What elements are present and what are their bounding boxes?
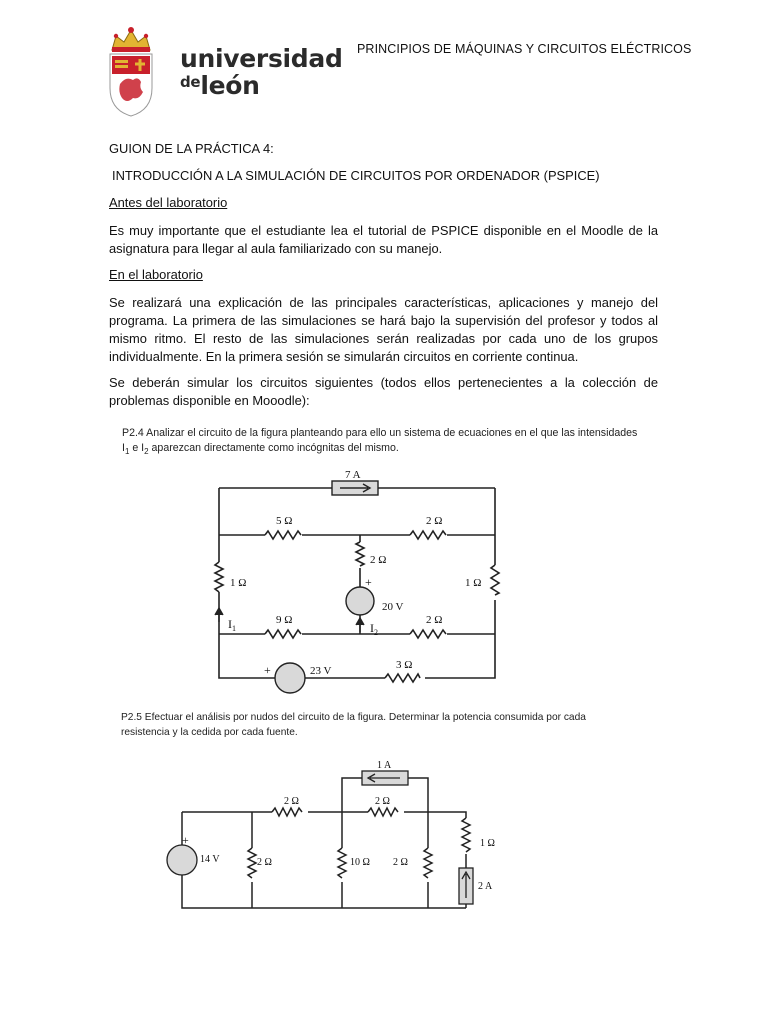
label-20v: 20 V <box>382 601 404 613</box>
text-line: asignatura para llegar al aula familiarizado con su manejo. <box>109 241 443 256</box>
voltage-source-23v <box>275 663 305 693</box>
resistor-1ohm-left <box>215 562 223 592</box>
label-2ohm-mid: 2 Ω <box>426 614 443 626</box>
before-heading: Antes del laboratorio <box>109 195 228 210</box>
arrow-up-icon <box>356 618 364 632</box>
problem-2-4-statement <box>122 426 722 459</box>
text-line <box>122 441 722 459</box>
lab-paragraph <box>109 294 658 366</box>
voltage-source-20v <box>346 587 374 615</box>
i2-symbol: I <box>370 621 374 635</box>
label-1ohm: 1 Ω <box>480 838 495 849</box>
label-1ohm-right: 1 Ω <box>465 577 482 589</box>
text-line: problemas disponible en Mooodle): <box>109 393 310 408</box>
arrow-up-icon <box>215 608 223 622</box>
label-2ohm-top-right: 2 Ω <box>375 796 390 807</box>
guide-title: GUION DE LA PRÁCTICA 4: <box>109 141 274 156</box>
university-logo <box>106 22 343 118</box>
i2-subscript: 2 <box>144 447 149 457</box>
label-9ohm: 9 Ω <box>276 614 293 626</box>
text-line: mismo ritmo. El resto de las simulaciones serán realizadas por cada uno de los grupos <box>109 331 658 346</box>
label-i1 <box>228 617 236 633</box>
text-line: Se realizará una explicación de las principales características, aplicaciones y manejo del <box>109 295 658 310</box>
label-2ohm-top: 2 Ω <box>426 515 443 527</box>
resistor-1ohm-right <box>491 565 499 595</box>
label-2ohm-top-left: 2 Ω <box>284 796 299 807</box>
label-i2 <box>370 621 378 637</box>
resistor-2ohm-top-right <box>368 808 398 816</box>
resistor-2ohm-mid <box>410 630 446 638</box>
text-line: individualmente. En la primera sesión se simularán circuitos en corriente continua. <box>109 349 579 364</box>
i2-subscript: 2 <box>374 628 378 637</box>
label-1ohm-left: 1 Ω <box>230 577 247 589</box>
text-line: Se deberán simular los circuitos siguientes (todos ellos pertenecientes a la colección de <box>109 375 658 390</box>
voltage-source-14v <box>167 845 197 875</box>
resistor-9ohm <box>265 630 301 638</box>
text-line: programa. La primera de las simulaciones se hará bajo la supervisión del profesor y todos al <box>109 313 658 328</box>
resistor-2ohm-right <box>424 848 432 878</box>
label-5ohm: 5 Ω <box>276 515 293 527</box>
resistor-3ohm <box>385 674 420 682</box>
text-fragment: e I <box>129 442 145 454</box>
resistor-10ohm <box>338 848 346 878</box>
circuit-p25 <box>160 756 495 916</box>
label-2ohm-right: 2 Ω <box>393 857 408 868</box>
text-line: Es muy importante que el estudiante lea el tutorial de PSPICE disponible en el Moodle de la <box>109 223 658 238</box>
resistor-5ohm <box>265 531 301 539</box>
university-main: león <box>200 71 260 100</box>
label-1a: 1 A <box>377 760 392 771</box>
problem-2-5-statement <box>121 710 721 740</box>
label-2ohm: 2 Ω <box>257 857 272 868</box>
i1-symbol: I <box>122 442 125 454</box>
label-10ohm: 10 Ω <box>350 857 370 868</box>
label-3ohm: 3 Ω <box>396 659 413 671</box>
resistor-2ohm-top <box>410 531 446 539</box>
resistor-2ohm-center <box>356 542 364 566</box>
i1-subscript: 1 <box>232 624 236 633</box>
label-7a: 7 A <box>345 469 361 481</box>
before-paragraph <box>109 222 658 258</box>
plus-sign: + <box>264 663 271 677</box>
plus-sign: + <box>182 833 189 847</box>
i1-subscript: 1 <box>124 447 130 457</box>
resistor-2ohm-top-left <box>272 808 302 816</box>
plus-sign: + <box>365 575 372 589</box>
label-2ohm-center: 2 Ω <box>370 554 387 566</box>
course-title: PRINCIPIOS DE MÁQUINAS Y CIRCUITOS ELÉCTRICOS <box>357 42 692 56</box>
practice-title: INTRODUCCIÓN A LA SIMULACIÓN DE CIRCUITOS POR ORDENADOR (PSPICE) <box>112 168 600 183</box>
label-2a: 2 A <box>478 881 493 892</box>
resistor-1ohm <box>462 818 470 852</box>
text-line: resistencia y la cedida por cada fuente. <box>121 727 298 738</box>
text-line: P2.4 Analizar el circuito de la figura planteando para ello un sistema de ecuaciones en el que las intensidades <box>122 427 638 439</box>
lab-heading: En el laboratorio <box>109 267 203 282</box>
university-name <box>180 44 343 100</box>
simulate-paragraph <box>109 374 658 410</box>
label-23v: 23 V <box>310 665 332 677</box>
text-line: P2.5 Efectuar el análisis por nudos del circuito de la figura. Determinar la potencia consumida por cada <box>121 712 586 723</box>
label-14v: 14 V <box>200 854 220 865</box>
university-line2 <box>180 70 343 98</box>
circuit-p24 <box>200 460 520 700</box>
text-fragment: aparezcan directamente como incógnitas del mismo. <box>148 442 399 454</box>
resistor-2ohm <box>248 848 256 878</box>
university-prefix: de <box>180 73 201 91</box>
university-line1: universidad <box>180 44 343 73</box>
i1-symbol: I <box>228 617 232 631</box>
